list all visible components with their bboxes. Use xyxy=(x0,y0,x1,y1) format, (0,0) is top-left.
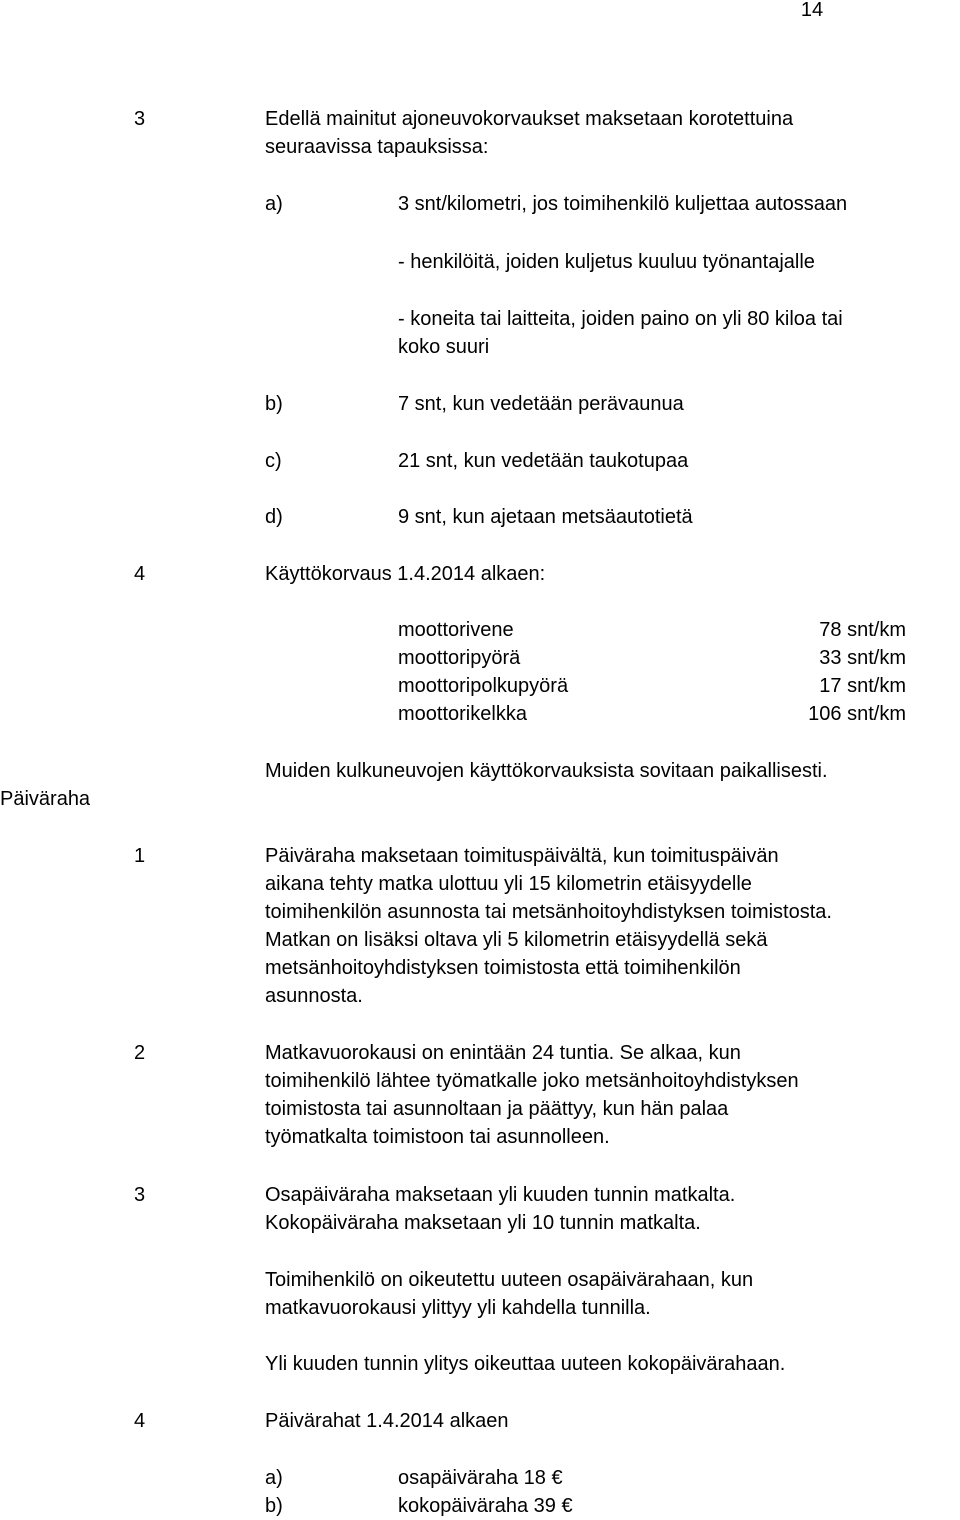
section-note: Muiden kulkuneuvojen käyttökorvauksista sovitaan paikallisesti. xyxy=(265,760,828,782)
paragraph-line: Yli kuuden tunnin ylitys oikeuttaa uuteen kokopäivärahaan. xyxy=(265,1353,786,1375)
list-item-letter: b) xyxy=(265,393,283,415)
list-item-letter: c) xyxy=(265,450,282,472)
paragraph-line: Osapäiväraha maksetaan yli kuuden tunnin matkalta. xyxy=(265,1184,736,1206)
list-item-text: osapäiväraha 18 € xyxy=(398,1467,563,1489)
section-number: 4 xyxy=(134,563,146,585)
rate-value: 106 snt/km xyxy=(808,703,906,725)
section-text-line: seuraavissa tapauksissa: xyxy=(265,136,489,158)
paragraph-line: Matkan on lisäksi oltava yli 5 kilometrin etäisyydellä sekä xyxy=(265,929,768,951)
section-heading: Käyttökorvaus 1.4.2014 alkaen: xyxy=(265,563,546,585)
rate-value: 78 snt/km xyxy=(819,619,906,641)
list-item-letter: d) xyxy=(265,506,283,528)
section-number: 4 xyxy=(134,1410,146,1432)
page-number: 14 xyxy=(800,0,824,21)
section-text-line: Edellä mainitut ajoneuvokorvaukset maksetaan korotettuina xyxy=(265,108,794,130)
paragraph-line: Toimihenkilö on oikeutettu uuteen osapäivärahaan, kun xyxy=(265,1269,754,1291)
paragraph-line: Päiväraha maksetaan toimituspäivältä, kun toimituspäivän xyxy=(265,845,779,867)
paragraph-line: metsänhoitoyhdistyksen toimistosta että toimihenkilön xyxy=(265,957,741,979)
rate-value: 17 snt/km xyxy=(819,675,906,697)
paragraph-line: Matkavuorokausi on enintään 24 tuntia. Se alkaa, kun xyxy=(265,1042,741,1064)
list-item-text: - koneita tai laitteita, joiden paino on yli 80 kiloa tai xyxy=(398,308,843,330)
paragraph-line: toimihenkilö lähtee työmatkalle joko metsänhoitoyhdistyksen xyxy=(265,1070,799,1092)
list-item-text: 9 snt, kun ajetaan metsäautotietä xyxy=(398,506,693,528)
list-item-text: 21 snt, kun vedetään taukotupaa xyxy=(398,450,689,472)
section-heading: Päivärahat 1.4.2014 alkaen xyxy=(265,1410,509,1432)
list-item-letter: a) xyxy=(265,1467,283,1489)
paragraph-line: toimistosta tai asunnoltaan ja päättyy, kun hän palaa xyxy=(265,1098,729,1120)
rate-vehicle: moottoripyörä xyxy=(398,647,521,669)
rate-value: 33 snt/km xyxy=(819,647,906,669)
list-item-text: 7 snt, kun vedetään perävaunua xyxy=(398,393,684,415)
list-item-text: koko suuri xyxy=(398,336,490,358)
paragraph-line: työmatkalta toimistoon tai asunnolleen. xyxy=(265,1126,610,1148)
section-number: 3 xyxy=(134,108,146,130)
list-item-text: - henkilöitä, joiden kuljetus kuuluu työnantajalle xyxy=(398,251,815,273)
list-item-text: kokopäiväraha 39 € xyxy=(398,1495,573,1517)
paragraph-line: asunnosta. xyxy=(265,985,363,1007)
paragraph-line: aikana tehty matka ulottuu yli 15 kilometrin etäisyydelle xyxy=(265,873,752,895)
section-number: 3 xyxy=(134,1184,146,1206)
rate-vehicle: moottoripolkupyörä xyxy=(398,675,569,697)
list-item-letter: b) xyxy=(265,1495,283,1517)
side-heading: Päiväraha xyxy=(0,788,91,810)
paragraph-line: matkavuorokausi ylittyy yli kahdella tunnilla. xyxy=(265,1297,651,1319)
paragraph-line: toimihenkilön asunnosta tai metsänhoitoyhdistyksen toimistosta. xyxy=(265,901,832,923)
section-number: 2 xyxy=(134,1042,146,1064)
paragraph-line: Kokopäiväraha maksetaan yli 10 tunnin matkalta. xyxy=(265,1212,701,1234)
list-item-letter: a) xyxy=(265,193,283,215)
rate-vehicle: moottorivene xyxy=(398,619,514,641)
rate-vehicle: moottorikelkka xyxy=(398,703,527,725)
section-number: 1 xyxy=(134,845,146,867)
list-item-text: 3 snt/kilometri, jos toimihenkilö kuljettaa autossaan xyxy=(398,193,848,215)
